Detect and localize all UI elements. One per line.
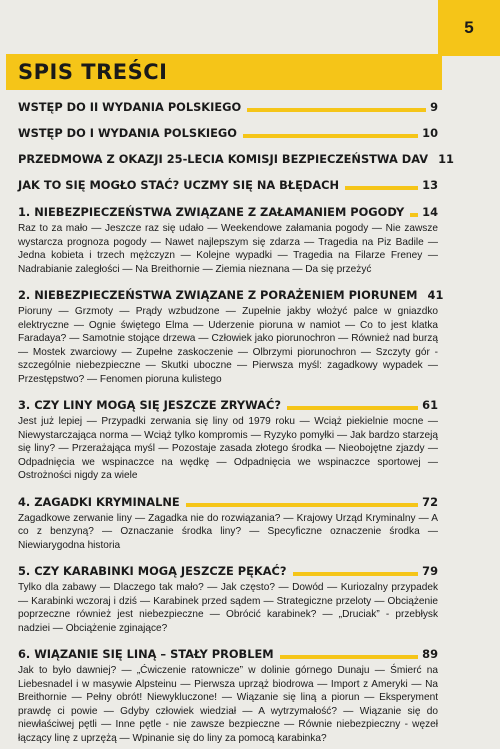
toc-section	[18, 398, 438, 483]
toc-entry-title: JAK TO SIĘ MOGŁO STAĆ? UCZMY SIĘ NA BŁĘDACH	[18, 178, 340, 192]
toc-entry-title: WSTĘP DO I WYDANIA POLSKIEGO	[18, 126, 237, 140]
section-page: 79	[422, 564, 438, 578]
section-description: Zagadkowe zerwanie liny — Zagadka nie do rozwiązania? — Krajowy Urząd Kryminalny — A co z benzyną? — Oznaczanie środka liny? — Specyficzne oznaczenie środka — Niewiarygodna historia	[18, 512, 438, 551]
toc-section	[18, 647, 438, 745]
leader-line	[287, 406, 418, 410]
section-description: Pioruny — Grzmoty — Prądy wzbudzone — Zupełnie jakby włożyć palce w gniazdko elektryczne — Ognie świętego Elma — Uderzenie pioruna w namiot — Co to jest klatka Faradaya? — Samotnie stojące drzewa — Człowiek jako piorunochron — Również nad burzą — Mostek zwarciowy — Zupełne zaskoczenie — Olbrzymi piorunochron — Szczyty gór - szczególnie niebezpieczne — Skutki uboczne — Pierwsza myśl: zagadkowy wypadek — Przestępstwo? — Fenomen pioruna kulistego	[18, 306, 438, 385]
section-title: 4. ZAGADKI KRYMINALNE	[18, 494, 180, 509]
section-description: Tylko dla zabawy — Dlaczego tak mało? — Jak często? — Dowód — Kuriozalny przypadek — Karabinki wczoraj i dziś — Karabinek przed sądem — Strategiczne przeloty — Obciążenie poprzeczne również jest niebezpieczne — Obrócić karabinek? — „Druciak” - przebłysk nadziei — Obciążenie zginające?	[18, 582, 438, 634]
section-title: 6. WIĄZANIE SIĘ LINĄ – STAŁY PROBLEM	[18, 647, 274, 661]
toc-entry	[18, 126, 438, 141]
toc-entry-page: 10	[422, 126, 438, 140]
section-title: 3. CZY LINY MOGĄ SIĘ JESZCZE ZRYWAĆ?	[18, 398, 281, 412]
section-title: 5. CZY KARABINKI MOGĄ JESZCZE PĘKAĆ?	[18, 564, 287, 578]
toc-entry-page: 11	[438, 152, 454, 166]
toc-entry	[18, 100, 438, 115]
leader-line	[345, 186, 418, 190]
leader-line	[243, 134, 418, 138]
section-description: Jest już lepiej — Przypadki zerwania się liny od 1979 roku — Wciąż piekielnie mocne — Niewystarczająca norma — Wciąż tylko kompromis — Ryzyko pomyłki — Jak bardzo starzeją się liny? — Przerażająca myśl — Pozostaje zasada złotego środka — Nieobojętne zjazdy — Odpadnięcia we wspinaczce na wędkę — Odpadnięcia we wspinaczce sportowej — Ostrożności nigdy za wiele	[18, 416, 438, 481]
toc-entry-title: PRZEDMOWA Z OKAZJI 25-LECIA KOMISJI BEZPIECZEŃSTWA DAV	[18, 152, 429, 166]
section-page: 14	[422, 205, 438, 219]
section-title: 1. NIEBEZPIECZEŃSTWA ZWIĄZANE Z ZAŁAMANIEM POGODY	[18, 205, 405, 219]
toc-section	[18, 564, 438, 635]
section-title: 2. NIEBEZPIECZEŃSTWA ZWIĄZANE Z PORAŻENIEM PIORUNEM	[18, 288, 418, 302]
page-number-tab	[438, 0, 500, 56]
leader-line	[186, 503, 418, 507]
toc-section	[18, 288, 444, 386]
toc-entry-page: 9	[430, 100, 438, 114]
leader-line	[280, 655, 419, 659]
leader-line	[247, 108, 426, 112]
leader-line	[410, 213, 418, 217]
section-page: 89	[422, 647, 438, 661]
toc-section	[18, 205, 438, 276]
toc-entry	[18, 178, 438, 193]
leader-line	[293, 572, 419, 576]
page-number: 5	[464, 18, 474, 37]
toc-section	[18, 495, 438, 553]
toc-entry	[18, 152, 454, 167]
section-page: 41	[427, 288, 444, 302]
page-title: SPIS TREŚCI	[18, 60, 168, 84]
toc-entry-page: 13	[422, 178, 438, 192]
section-description: Raz to za mało — Jeszcze raz się udało — Weekendowe załamania pogody — Nie zawsze wystarcza prognoza pogody — Nawet najlepszym się zdarza — Tragedia na Piz Badile — Jedna kobieta i trzech mężczyzn — Kolejne wypadki — Tragedia na Filarze Freney — Nadrabianie zaległości — Na Breithornie — Ziemia nieznana — Da się przeżyć	[18, 223, 438, 275]
toc-entry-title: WSTĘP DO II WYDANIA POLSKIEGO	[18, 100, 242, 114]
section-description: Jak to było dawniej? — „Ćwiczenie ratownicze” w dolinie górnego Dunaju — Śmierć na Liebesnadel i w masywie Alpsteinu — Pierwsza uprząż biodrowa — Import z Ameryki — Na Breithornie — Pełny obrót! Niewykluczone! — Wiązanie się liną a piorun — Eksperyment prawdę ci powie — Gdyby człowiek wiedział — A wytrzymałość? — Wiązanie się do niewłaściwej pętli — Inne pętle - nie zawsze bezpieczne — Równie niebezpieczny - węzeł łączący linę z uprzężą — Wpinanie się do liny za pomocą karabinka?	[18, 665, 438, 744]
section-page: 72	[422, 494, 438, 509]
section-page: 61	[422, 398, 438, 412]
toc-content	[18, 100, 454, 745]
